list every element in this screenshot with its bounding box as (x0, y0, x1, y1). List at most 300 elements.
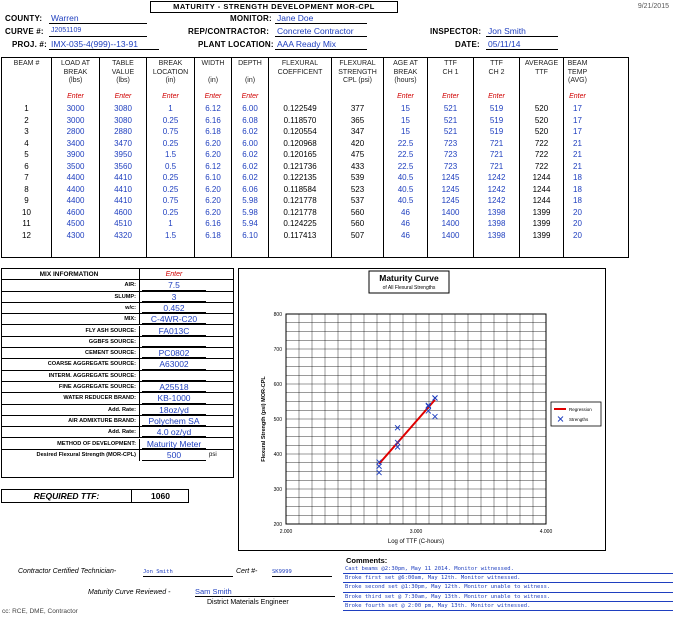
table-cell: 0.122549 (283, 104, 317, 113)
table-column (520, 58, 564, 257)
enter-marker: Enter (67, 93, 84, 100)
table-cell[interactable]: 6.16 (205, 115, 221, 125)
cert-field[interactable]: SK9999 (272, 568, 332, 577)
table-cell[interactable]: 22.5 (397, 161, 414, 171)
y-tick-label: 200 (273, 522, 282, 528)
table-cell: 0.121778 (283, 207, 317, 217)
column-header: AGE AT BREAK (hours) (393, 60, 418, 84)
column-header: FLEXURAL COEFFICENT (277, 60, 323, 76)
mix-value-field[interactable] (142, 337, 206, 347)
table-cell: 7 (24, 173, 29, 182)
mix-label: AIR: (2, 280, 140, 290)
review-label: Maturity Curve Reviewed - (88, 589, 171, 596)
mix-value-field[interactable]: FA013C (142, 326, 206, 336)
table-cell: 433 (350, 161, 365, 171)
table-column (100, 58, 147, 257)
table-cell[interactable]: 6.18 (205, 127, 221, 136)
table-cell[interactable]: 3900 (66, 150, 85, 159)
table-cell[interactable]: 22.5 (397, 138, 414, 148)
table-cell[interactable]: 22.5 (397, 150, 414, 159)
enter-marker: Enter (162, 93, 179, 100)
contractor-label: REP/CONTRACTOR: (188, 27, 270, 36)
table-cell[interactable]: 0.25 (162, 115, 179, 125)
table-cell: 4 (24, 138, 29, 148)
proj-field[interactable]: IMX-035-4(999)--13-91 (49, 39, 159, 50)
table-cell[interactable]: 1398 (487, 207, 506, 217)
table-cell[interactable]: 519 (489, 115, 504, 125)
table-cell[interactable]: 20 (573, 207, 582, 217)
tech-label: Contractor Certified Technician- (18, 568, 117, 575)
curve-field[interactable]: J2051109 (49, 26, 147, 37)
table-column (384, 58, 428, 257)
table-column (332, 58, 384, 257)
mix-value-field[interactable]: 3 (142, 292, 206, 302)
report-title: MATURITY - STRENGTH DEVELOPMENT MOR-CPL (150, 1, 398, 13)
mix-label: SLUMP: (2, 292, 140, 302)
curve-label: CURVE #: (5, 27, 44, 36)
table-cell[interactable]: 1242 (487, 184, 506, 194)
y-tick-label: 600 (273, 382, 282, 388)
table-cell[interactable]: 6.12 (205, 161, 221, 171)
table-column (269, 58, 332, 257)
mix-row (2, 348, 233, 359)
mix-label: MIX: (2, 314, 140, 324)
table-column (2, 58, 52, 257)
mix-row (2, 280, 233, 291)
mix-enter-label: Enter (165, 271, 183, 278)
comment-line[interactable]: Broke first set @6:00am, May 12th. Monitor witnessed. (343, 574, 673, 583)
mix-label: FLY ASH SOURCE: (2, 326, 140, 336)
enter-marker: Enter (397, 93, 414, 100)
y-tick-label: 400 (273, 452, 282, 458)
table-cell[interactable]: 1.5 (164, 150, 177, 159)
mix-row (2, 439, 233, 450)
mix-label: COARSE AGGREGATE SOURCE: (2, 359, 140, 369)
mix-row (2, 450, 233, 461)
table-column (147, 58, 195, 257)
table-cell[interactable]: 521 (443, 104, 458, 113)
table-cell[interactable]: 40.5 (397, 196, 414, 205)
table-cell[interactable]: 4300 (66, 230, 85, 240)
legend-entry: Regression (569, 406, 592, 412)
table-cell: 0.122135 (283, 173, 317, 182)
mix-row (2, 405, 233, 416)
county-label: COUNTY: (5, 14, 43, 23)
table-cell[interactable]: 1242 (487, 196, 506, 205)
table-cell[interactable]: 6.00 (242, 138, 258, 148)
comment-line[interactable]: Broke third set @ 7:30am, May 13th. Monitor unable to witness. (343, 593, 673, 602)
table-cell[interactable]: 2880 (114, 127, 132, 136)
table-cell: 520 (534, 115, 549, 125)
y-tick-label: 700 (273, 347, 282, 353)
table-cell[interactable]: 5.94 (242, 219, 258, 228)
table-cell: 8 (24, 184, 29, 194)
cert-label: Cert #- (236, 568, 258, 575)
mix-value-field[interactable]: A25518 (142, 382, 206, 392)
table-cell[interactable]: 17 (573, 127, 582, 136)
table-cell[interactable]: 18 (573, 173, 582, 182)
table-cell[interactable]: 6.06 (242, 184, 258, 194)
column-header: FLEXURAL STRENGTH CPL (psi) (338, 60, 377, 84)
table-cell[interactable]: 0.25 (162, 173, 179, 182)
beam-table (1, 57, 629, 258)
table-cell[interactable]: 6.02 (242, 161, 258, 171)
table-cell[interactable]: 0.75 (162, 196, 179, 205)
table-cell: 520 (534, 104, 549, 113)
table-cell[interactable]: 1245 (441, 173, 460, 182)
table-cell[interactable]: 6.20 (205, 184, 221, 194)
table-cell[interactable]: 6.20 (205, 138, 221, 148)
table-cell[interactable]: 521 (443, 115, 458, 125)
table-cell: 420 (350, 138, 365, 148)
table-cell: 377 (350, 104, 365, 113)
table-cell: 0.120165 (283, 150, 317, 159)
table-cell[interactable]: 15 (401, 127, 410, 136)
mix-row (2, 326, 233, 337)
column-header: AVERAGE TTF (524, 60, 559, 76)
table-cell[interactable]: 6.12 (205, 104, 221, 113)
table-cell[interactable]: 6.00 (242, 104, 258, 113)
column-header: BREAK LOCATION (in) (152, 60, 189, 84)
mix-label: CEMENT SOURCE: (2, 348, 140, 358)
table-cell: 0.124225 (283, 219, 317, 228)
legend-box (551, 402, 601, 426)
tech-name-field[interactable]: Jon Smith (143, 568, 233, 577)
table-cell: 1399 (532, 207, 551, 217)
table-cell[interactable]: 6.08 (242, 115, 258, 125)
table-cell[interactable]: 1 (168, 104, 173, 113)
table-cell[interactable]: 4410 (114, 196, 132, 205)
table-cell[interactable]: 6.10 (242, 230, 258, 240)
table-cell[interactable]: 6.02 (242, 150, 258, 159)
table-cell[interactable]: 3950 (114, 150, 132, 159)
table-cell[interactable]: 21 (573, 150, 582, 159)
table-cell: 722 (534, 138, 549, 148)
cc-line: cc: RCE, DME, Contractor (2, 608, 78, 615)
mix-value-field[interactable]: 18oz/yd (142, 405, 206, 415)
mix-row (2, 303, 233, 314)
table-cell: 722 (534, 161, 549, 171)
mix-label: Add. Rate: (2, 427, 140, 437)
x-tick-label: 4.000 (539, 529, 553, 535)
mix-row (2, 292, 233, 303)
maturity-curve-chart (238, 268, 606, 551)
column-header: BEAM TEMP (AVG) (567, 60, 588, 84)
reviewer-title: District Materials Engineer (207, 599, 289, 606)
table-cell[interactable]: 3000 (66, 115, 85, 125)
required-ttf-label: REQUIRED TTF: (2, 490, 132, 502)
inspector-label: INSPECTOR: (430, 27, 482, 36)
date-field[interactable]: 05/11/14 (486, 39, 558, 50)
table-cell[interactable]: 3560 (114, 161, 132, 171)
table-cell: 0.118584 (283, 184, 317, 194)
table-cell[interactable]: 721 (489, 138, 504, 148)
mix-label: GGBFS SOURCE: (2, 337, 140, 347)
plant-field[interactable]: AAA Ready Mix (275, 39, 367, 50)
table-cell[interactable]: 4600 (66, 207, 85, 217)
table-cell[interactable]: 4400 (66, 173, 85, 182)
table-cell: 537 (350, 196, 365, 205)
table-cell: 3 (24, 127, 29, 136)
table-cell[interactable]: 6.18 (205, 230, 221, 240)
x-tick-label: 2.000 (279, 529, 293, 535)
mix-row (2, 314, 233, 325)
table-cell[interactable]: 723 (443, 150, 458, 159)
county-field[interactable]: Warren (49, 13, 147, 24)
table-cell[interactable]: 46 (401, 207, 410, 217)
mix-value-field[interactable]: 0.452 (142, 303, 206, 313)
mix-row (2, 337, 233, 348)
mix-label: Add. Rate: (2, 405, 140, 415)
print-date: 9/21/2015 (637, 3, 669, 10)
table-cell[interactable]: 1 (168, 219, 173, 228)
table-cell[interactable]: 1398 (487, 219, 506, 228)
table-cell[interactable]: 5.98 (242, 207, 258, 217)
x-tick-label: 3.000 (409, 529, 423, 535)
mix-value-field[interactable]: 7.5 (142, 280, 206, 290)
table-cell[interactable]: 3400 (66, 138, 85, 148)
mix-value-field[interactable]: Polychem SA (142, 416, 206, 426)
table-cell: 560 (350, 207, 365, 217)
table-cell: 0.118570 (283, 115, 317, 125)
chart-subtitle: of All Flexural Strengths (382, 285, 436, 291)
table-cell: 722 (534, 150, 549, 159)
column-header: LOAD AT BREAK (lbs) (60, 60, 91, 84)
table-cell[interactable]: 0.75 (162, 127, 179, 136)
table-cell[interactable]: 40.5 (397, 173, 414, 182)
table-cell[interactable]: 21 (573, 138, 582, 148)
comment-line[interactable]: Broke second set @1:30pm, May 12th. Monitor unable to witness. (343, 583, 673, 592)
mix-value-field[interactable]: PC0802 (142, 348, 206, 358)
table-cell[interactable]: 519 (489, 127, 504, 136)
table-column (428, 58, 474, 257)
mix-label: AIR ADMIXTURE BRAND: (2, 416, 140, 426)
mix-row (2, 371, 233, 382)
table-cell: 12 (22, 230, 31, 240)
table-cell[interactable]: 521 (443, 127, 458, 136)
table-cell: 0.121778 (283, 196, 317, 205)
table-cell: 0.120968 (283, 138, 317, 148)
maturity-curve-svg (239, 269, 605, 550)
table-cell: 1399 (532, 230, 551, 240)
table-cell: 1 (24, 104, 29, 113)
table-cell[interactable]: 4400 (66, 184, 85, 194)
y-axis-label: Flexural Strength (psi) MOR-CPL (261, 376, 267, 462)
comment-line[interactable] (343, 611, 673, 618)
mix-information-panel (1, 268, 234, 478)
mix-label: INTERM. AGGREGATE SOURCE: (2, 371, 140, 381)
y-tick-label: 800 (273, 312, 282, 318)
required-ttf-value: 1060 (151, 491, 170, 501)
table-cell[interactable]: 46 (401, 219, 410, 228)
table-cell[interactable]: 4600 (114, 207, 132, 217)
table-cell[interactable]: 4320 (114, 230, 132, 240)
table-cell: 1399 (532, 219, 551, 228)
table-cell[interactable]: 2800 (66, 127, 85, 136)
table-cell[interactable]: 721 (489, 161, 504, 171)
table-cell: 10 (22, 207, 31, 217)
y-tick-label: 300 (273, 487, 282, 493)
table-cell[interactable]: 15 (401, 115, 410, 125)
table-cell[interactable]: 5.98 (242, 196, 258, 205)
table-cell[interactable]: 0.25 (162, 207, 179, 217)
table-cell: 1244 (532, 196, 551, 205)
table-cell[interactable]: 0.25 (162, 184, 179, 194)
monitor-label: MONITOR: (230, 14, 272, 23)
mix-label: METHOD OF DEVELOPMENT: (2, 439, 140, 449)
table-cell[interactable]: 40.5 (397, 184, 414, 194)
table-cell[interactable]: 46 (401, 230, 410, 240)
column-header: WIDTH (in) (201, 60, 225, 84)
table-cell[interactable]: 723 (443, 161, 458, 171)
table-cell[interactable]: 4500 (66, 219, 85, 228)
table-column (232, 58, 269, 257)
table-cell[interactable]: 723 (443, 138, 458, 148)
table-cell[interactable]: 0.5 (164, 161, 177, 171)
table-cell[interactable]: 6.02 (242, 173, 258, 182)
table-cell[interactable]: 4400 (66, 196, 85, 205)
mix-value-field[interactable]: KB-1000 (142, 393, 206, 403)
table-cell[interactable]: 4410 (114, 173, 132, 182)
x-axis-label: Log of TTF (C-hours) (387, 539, 445, 545)
reviewer-field[interactable]: Sam Smith (195, 587, 335, 597)
enter-marker: Enter (442, 93, 459, 100)
mix-label: w/c: (2, 303, 140, 313)
table-cell: 1244 (532, 184, 551, 194)
legend-entry: Strengths (569, 416, 589, 422)
mix-value-field[interactable]: C-4WR-C20 (142, 314, 206, 324)
table-column (474, 58, 520, 257)
table-cell: 0.120554 (283, 127, 317, 136)
table-cell[interactable]: 519 (489, 104, 504, 113)
table-cell: 2 (24, 115, 29, 125)
table-cell: 0.121736 (283, 161, 317, 171)
table-cell[interactable]: 20 (573, 230, 582, 240)
mix-value-field[interactable]: 4.0 oz/yd (142, 427, 206, 437)
chart-title: Maturity Curve (379, 273, 439, 283)
table-cell: 9 (24, 196, 29, 205)
table-cell: 365 (350, 115, 365, 125)
mix-row (2, 427, 233, 438)
table-cell[interactable]: 6.20 (205, 150, 221, 159)
column-header: TTF CH 1 (442, 60, 459, 76)
column-header: TABLE VALUE (lbs) (111, 60, 135, 84)
table-cell: 5 (24, 150, 29, 159)
table-cell[interactable]: 3470 (114, 138, 132, 148)
table-column (52, 58, 100, 257)
table-cell[interactable]: 6.20 (205, 207, 221, 217)
table-cell[interactable]: 1245 (441, 184, 460, 194)
y-tick-label: 500 (273, 417, 282, 423)
table-cell[interactable]: 18 (573, 196, 582, 205)
mix-label: Desired Flexural Strength (MOR-CPL) (2, 450, 140, 461)
plant-label: PLANT LOCATION: (198, 40, 274, 49)
comments-label: Comments: (346, 556, 388, 565)
mix-row (2, 393, 233, 404)
contractor-field[interactable]: Concrete Contractor (275, 26, 367, 37)
table-cell[interactable]: 3080 (114, 115, 132, 125)
mix-row (2, 416, 233, 427)
date-label: DATE: (455, 40, 480, 49)
table-cell[interactable]: 1.5 (164, 230, 177, 240)
table-cell[interactable]: 1400 (441, 230, 460, 240)
mix-label: FINE AGGREGATE SOURCE: (2, 382, 140, 392)
proj-label: PROJ. #: (12, 40, 47, 49)
enter-marker: Enter (204, 93, 222, 100)
table-cell: 520 (534, 127, 549, 136)
table-cell: 475 (350, 150, 365, 159)
mix-heading: MIX INFORMATION (2, 269, 140, 279)
table-cell[interactable]: 0.25 (162, 138, 179, 148)
mix-value-field[interactable] (142, 371, 206, 381)
table-cell: 11 (22, 219, 31, 228)
table-cell[interactable]: 21 (573, 161, 582, 171)
table-cell[interactable]: 18 (573, 184, 582, 194)
table-cell[interactable]: 3080 (114, 104, 132, 113)
table-cell: 507 (350, 230, 365, 240)
table-cell: 347 (350, 127, 365, 136)
table-cell: 1244 (532, 173, 551, 182)
inspector-field[interactable]: Jon Smith (486, 26, 558, 37)
table-cell[interactable]: 20 (573, 219, 582, 228)
table-cell[interactable]: 3500 (66, 161, 85, 171)
enter-marker: Enter (569, 93, 586, 100)
mix-row (2, 382, 233, 393)
table-column (564, 58, 591, 257)
table-cell: 539 (350, 173, 365, 182)
table-cell[interactable]: 6.02 (242, 127, 258, 136)
required-ttf-box (1, 489, 189, 503)
enter-marker: Enter (114, 93, 132, 100)
comments-area[interactable] (343, 565, 673, 618)
table-cell[interactable]: 1245 (441, 196, 460, 205)
mix-value-field[interactable]: A63002 (142, 359, 206, 369)
table-cell: 560 (350, 219, 365, 228)
mix-value-field[interactable]: Maturity Meter (142, 439, 206, 449)
table-cell[interactable]: 17 (573, 115, 582, 125)
mix-unit: psi (209, 451, 217, 458)
enter-marker: Enter (241, 93, 259, 100)
table-cell[interactable]: 4410 (114, 184, 132, 194)
table-cell: 6 (24, 161, 29, 171)
table-cell[interactable]: 1398 (487, 230, 506, 240)
enter-marker: Enter (488, 93, 505, 100)
monitor-field[interactable]: Jane Doe (275, 13, 367, 24)
column-header: BEAM # (13, 60, 40, 67)
table-cell: 0.117413 (283, 230, 317, 240)
table-cell[interactable]: 4510 (114, 219, 132, 228)
table-cell[interactable]: 6.20 (205, 196, 221, 205)
column-header: TTF CH 2 (488, 60, 505, 76)
mix-label: WATER REDUCER BRAND: (2, 393, 140, 403)
comment-line[interactable]: Broke fourth set @ 2:00 pm, May 13th. Monitor witnessed. (343, 602, 673, 611)
table-column (195, 58, 232, 257)
table-cell[interactable]: 3000 (66, 104, 85, 113)
table-cell[interactable]: 6.16 (205, 219, 221, 228)
table-cell: 523 (350, 184, 365, 194)
column-header: DEPTH (in) (238, 60, 262, 84)
table-cell[interactable]: 1400 (441, 207, 460, 217)
table-cell[interactable]: 1400 (441, 219, 460, 228)
table-cell[interactable]: 1242 (487, 173, 506, 182)
table-cell[interactable]: 15 (401, 104, 410, 113)
comment-line[interactable]: Cast beams @2:30pm, May 11 2014. Monitor witnessed. (343, 565, 673, 574)
mix-value-field[interactable]: 500 (142, 450, 206, 461)
table-cell[interactable]: 17 (573, 104, 582, 113)
table-cell[interactable]: 721 (489, 150, 504, 159)
table-cell[interactable]: 6.10 (205, 173, 221, 182)
mix-row (2, 359, 233, 370)
